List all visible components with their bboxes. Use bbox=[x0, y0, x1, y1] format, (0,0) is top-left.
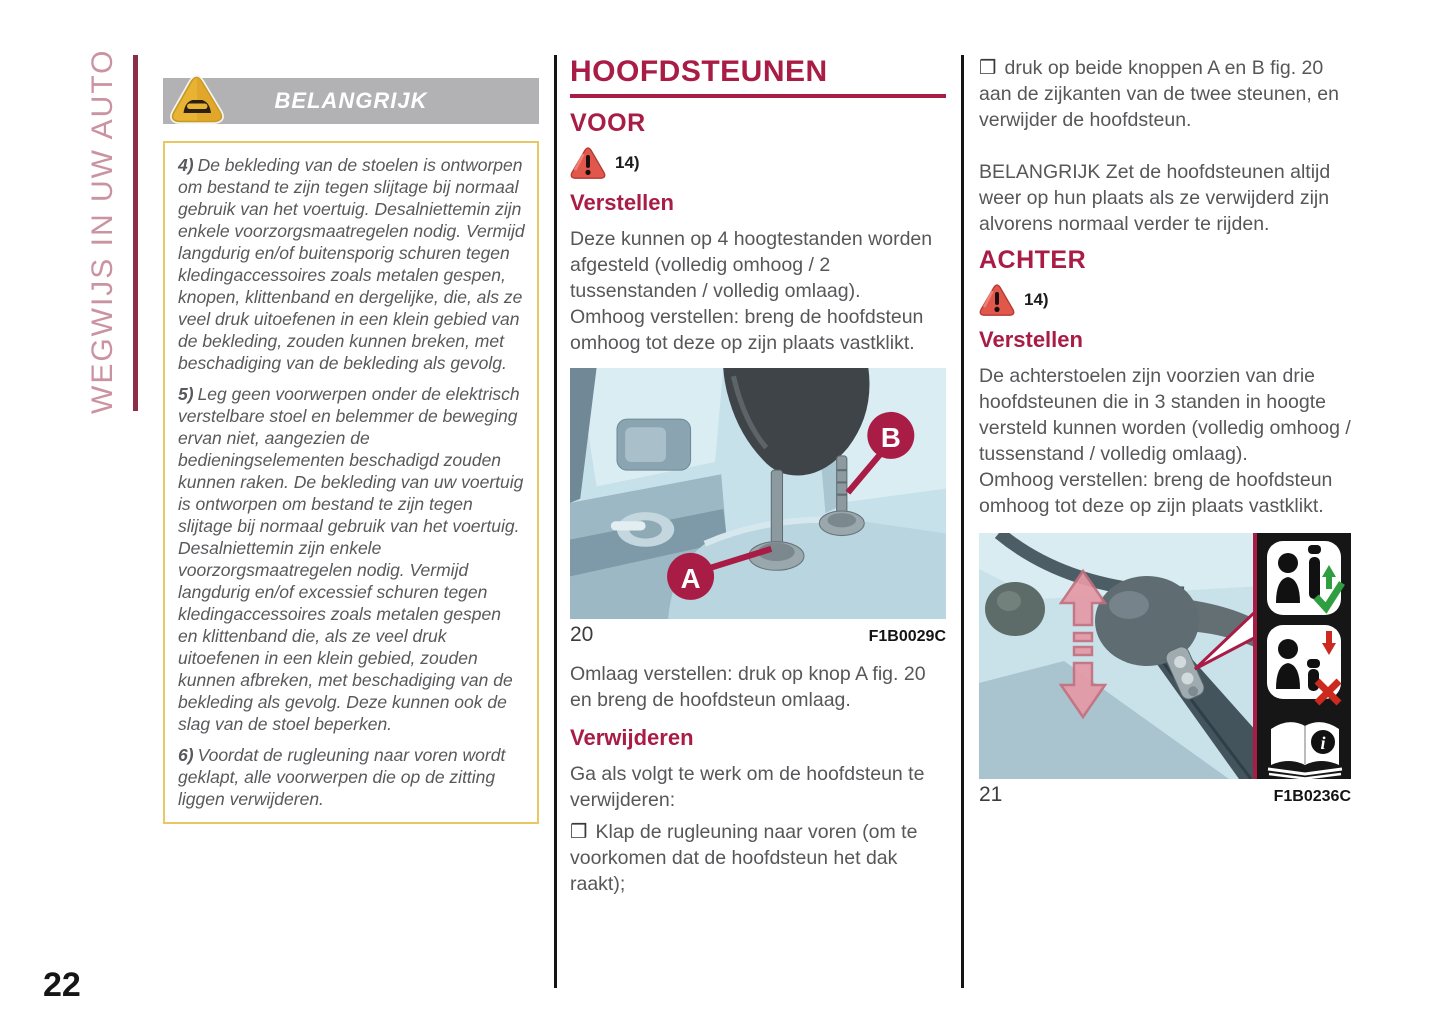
paragraph-lower-front: Omlaag verstellen: druk op knop A fig. 20 en breng de hoofdsteun omlaag. bbox=[570, 663, 926, 712]
paragraph-important-note: BELANGRIJK Zet de hoofdsteunen altijd weer op hun plaats als ze verwijderd zijn alvorens normaal verder te rijden. bbox=[979, 161, 1331, 235]
warning-reference-row bbox=[570, 145, 946, 181]
headrests-front-column bbox=[570, 55, 946, 897]
subheading-verstellen-rear: Verstellen bbox=[979, 327, 1083, 352]
note-item-6 bbox=[178, 744, 525, 810]
paragraph-adjust-rear bbox=[979, 363, 1351, 519]
figure-label-b: B bbox=[880, 421, 901, 453]
headrest-down-wrong-pictogram bbox=[1267, 625, 1341, 703]
car-warning-triangle-icon bbox=[170, 74, 224, 126]
paragraph-line: Omhoog verstellen: breng de hoofdsteun omhoog tot deze op zijn plaats vastklikt. bbox=[979, 469, 1333, 517]
column-divider-right bbox=[961, 55, 964, 988]
section-heading-voor: VOOR bbox=[570, 109, 646, 137]
sidebar-section-label: WEGWIJS IN UW AUTO bbox=[86, 48, 119, 414]
important-notes-box bbox=[163, 141, 539, 824]
figure-21-caption bbox=[979, 783, 1351, 807]
note-item-5 bbox=[178, 383, 525, 735]
note-text: Voordat de rugleuning naar voren wordt geklapt, alle voorwerpen die op de zitting liggen verwijderen. bbox=[178, 745, 506, 809]
note-text: Leg geen voorwerpen onder de elektrisch verstelbare stoel en belemmer de beweging ervan niet, aangezien de bedieningselementen beschadigd zouden kunnen raken. De bekleding van uw voertuig is ontworpen om bestand te zijn tegen slijtage bij normaal gebruik van het voertuig. Desalniettemin zijn enkele voorzorgsmaatregelen nodig. Vermijd langdurig en/of excessief schuren tegen kledingaccessoires zoals metalen gespen en klittenband die, als ze veel druk uitoefenen in een klein gebied, zouden kunnen afbreken, met beschadiging van de bekleding als gevolg. Deze kunnen ook de slag van de stoel beperken. bbox=[178, 384, 524, 734]
paragraph-remove-intro: Ga als volgt te werk om de hoofdsteun te verwijderen: bbox=[570, 763, 925, 812]
warning-ref-label: 14) bbox=[1024, 290, 1049, 309]
figure-code: F1B0029C bbox=[868, 628, 946, 646]
note-text: De bekleding van de stoelen is ontworpen om bestand te zijn tegen slijtage bij normaal gebruik van het voertuig. Desalniettemin zijn enkele voorzorgsmaatregelen nodig. Vermijd langdurig en/of buitensporig schuren tegen kledingaccessoires zoals metalen gespen, knopen, klittenband en dergelijke, die, als ze veel druk uitoefenen in een klein gebied van de bekleding, zouden kunnen breken, met beschadiging van de bekleding als gevolg. bbox=[178, 155, 525, 373]
bullet-fold-backrest bbox=[570, 819, 946, 897]
bullet-text: druk op beide knoppen A en B fig. 20 aan de zijkanten van de twee steunen, en verwijder de hoofdsteun. bbox=[979, 57, 1339, 131]
warning-reference-row bbox=[979, 282, 1351, 318]
paragraph-adjust-front bbox=[570, 226, 946, 356]
note-number: 6) bbox=[178, 745, 194, 765]
figure-number: 20 bbox=[570, 623, 594, 647]
bullet-press-buttons bbox=[979, 55, 1351, 133]
car-warning-triangle-svg bbox=[170, 74, 224, 126]
note-number: 5) bbox=[178, 384, 194, 404]
page-number: 22 bbox=[43, 966, 81, 1004]
figure-21-rear-headrest bbox=[979, 533, 1351, 779]
paragraph-line: De achterstoelen zijn voorzien van drie hoofdsteunen die in 3 standen in hoogte versteld kunnen worden (volledig omhoog / tussenstand / volledig omlaag). bbox=[979, 365, 1351, 465]
paragraph-line: Omhoog verstellen: breng de hoofdsteun omhoog tot deze op zijn plaats vastklikt. bbox=[570, 306, 924, 354]
square-bullet-icon: ❒ bbox=[570, 821, 588, 844]
info-glyph: i bbox=[1320, 733, 1326, 753]
headrests-rear-column bbox=[979, 55, 1351, 807]
section-heading-achter: ACHTER bbox=[979, 246, 1087, 274]
note-number: 4) bbox=[178, 155, 194, 175]
subheading-verwijderen: Verwijderen bbox=[570, 725, 694, 751]
headrest-up-correct-pictogram bbox=[1267, 541, 1342, 615]
warning-triangle-icon bbox=[979, 283, 1015, 317]
paragraph-line: Deze kunnen op 4 hoogtestanden worden afgesteld (volledig omhoog / 2 tussenstanden / volledig omlaag). bbox=[570, 228, 933, 302]
figure-20-front-headrest bbox=[570, 368, 946, 619]
figure-code: F1B0236C bbox=[1273, 788, 1351, 805]
figure-number: 21 bbox=[979, 783, 1003, 806]
warning-triangle-icon bbox=[570, 146, 606, 180]
note-item-4 bbox=[178, 154, 525, 374]
bullet-text: Klap de rugleuning naar voren (om te voorkomen dat de hoofdsteun het dak raakt); bbox=[570, 821, 918, 896]
figure-20-caption bbox=[570, 623, 946, 647]
square-bullet-icon: ❒ bbox=[979, 57, 997, 79]
subheading-verstellen: Verstellen bbox=[570, 190, 674, 215]
sidebar-divider-line bbox=[133, 55, 138, 411]
page-title: HOOFDSTEUNEN bbox=[570, 55, 946, 98]
figure-label-a: A bbox=[680, 562, 701, 594]
important-title: BELANGRIJK bbox=[274, 88, 428, 113]
column-divider-left bbox=[554, 55, 557, 988]
warning-ref-label: 14) bbox=[615, 153, 640, 172]
important-header-bar bbox=[163, 78, 539, 124]
important-notes-column bbox=[163, 78, 539, 824]
